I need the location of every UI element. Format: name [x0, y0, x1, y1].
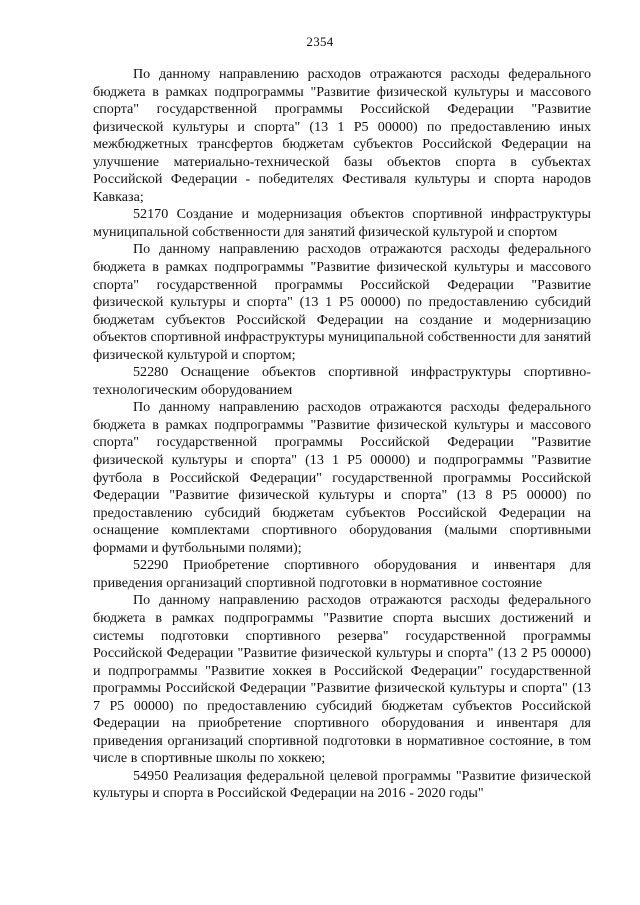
paragraph-expense-code-heading: 52290 Приобретение спортивного оборудования и инвентаря для приведения организаций спортивной подготовки в нормативное состояние — [93, 557, 591, 591]
paragraph-expense-description: По данному направлению расходов отражаются расходы федерального бюджета в рамках подпрограммы "Развитие физической культуры и массового спорта" государственной программы Российской Федерации "Развитие физической культуры и спорта" (13 1 P5 00000) по предоставлению субсидий бюджетам субъектов Российской Федерации на создание и модернизацию объектов спортивной инфраструктуры муниципальной собственности для занятий физической культурой и спортом; — [93, 241, 591, 363]
paragraph-expense-code-heading: 52170 Создание и модернизация объектов спортивной инфраструктуры муниципальной собственности для занятий физической культурой и спортом — [93, 206, 591, 240]
document-body — [93, 66, 591, 803]
paragraph-expense-description: По данному направлению расходов отражаются расходы федерального бюджета в рамках подпрограммы "Развитие физической культуры и массового спорта" государственной программы Российской Федерации "Развитие физической культуры и спорта" (13 1 P5 00000) по предоставлению иных межбюджетных трансфертов бюджетам субъектов Российской Федерации на улучшение материально-технической базы объектов спорта в субъектах Российской Федерации - победителях Фестиваля культуры и спорта народов Кавказа; — [93, 66, 591, 205]
page-number: 2354 — [306, 34, 334, 49]
paragraph-expense-code-heading: 52280 Оснащение объектов спортивной инфраструктуры спортивно-технологическим оборудованием — [93, 364, 591, 398]
paragraph-expense-description: По данному направлению расходов отражаются расходы федерального бюджета в рамках подпрограммы "Развитие спорта высших достижений и системы подготовки спортивного резерва" государственной программы Российской Федерации "Развитие физической культуры и спорта" (13 2 P5 00000) и подпрограммы "Развитие хоккея в Российской Федерации" государственной программы Российской Федерации "Развитие физической культуры и спорта" (13 7 P5 00000) по предоставлению субсидий бюджетам субъектов Российской Федерации на приобретение спортивного оборудования и инвентаря для приведения организаций спортивной подготовки в нормативное состояние, в том числе в спортивные школы по хоккею; — [93, 592, 591, 767]
paragraph-expense-description: По данному направлению расходов отражаются расходы федерального бюджета в рамках подпрограммы "Развитие физической культуры и массового спорта" государственной программы Российской Федерации "Развитие физической культуры и спорта" (13 1 P5 00000) и подпрограммы "Развитие футбола в Российской Федерации" государственной программы Российской Федерации "Развитие физической культуры и спорта" (13 8 P5 00000) по предоставлению субсидий бюджетам субъектов Российской Федерации на оснащение комплектами спортивного оборудования (малыми спортивными формами и футбольными полями); — [93, 399, 591, 556]
paragraph-expense-code-heading: 54950 Реализация федеральной целевой программы "Развитие физической культуры и спорта в Российской Федерации на 2016 - 2020 годы" — [93, 767, 591, 802]
